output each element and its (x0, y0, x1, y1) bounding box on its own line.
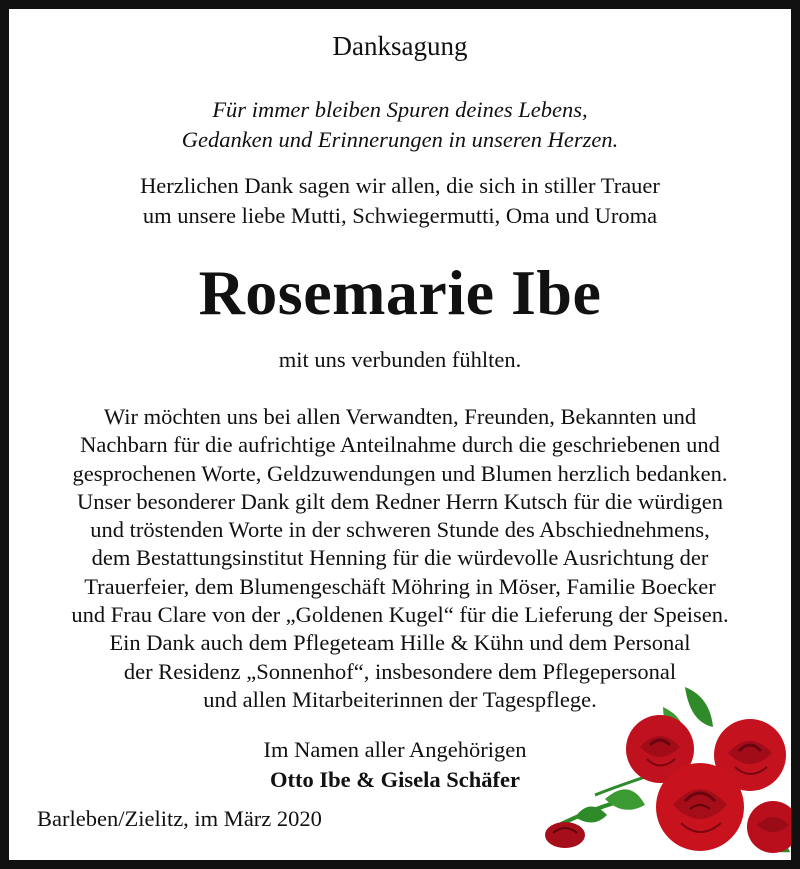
body-line: und allen Mitarbeiterinnen der Tagespflege. (203, 686, 597, 712)
signature-names: Otto Ibe & Gisela Schäfer (270, 767, 520, 792)
motto-line: Gedanken und Erinnerungen in unseren Herzen. (181, 127, 619, 152)
body-line: gesprochenen Worte, Geldzuwendungen und Blumen herzlich bedanken. (72, 460, 728, 486)
body-line: Nachbarn für die aufrichtige Anteilnahme durch die geschriebenen und (80, 432, 720, 458)
body-line: dem Bestattungsinstitut Henning für die würdevolle Ausrichtung der (91, 545, 709, 571)
body-line: Trauerfeier, dem Blumengeschäft Möhring in Möser, Familie Boecker (84, 573, 716, 599)
body-line: Wir möchten uns bei allen Verwandten, Freunden, Bekannten und (103, 404, 697, 429)
rose-bud (545, 822, 585, 848)
thanks-body (9, 403, 791, 714)
roses-icon (535, 677, 800, 869)
body-line: Ein Dank auch dem Pflegeteam Hille & Kühn und dem Personal (109, 630, 691, 656)
leaf (605, 789, 645, 809)
rose (747, 801, 799, 853)
body-line: und tröstenden Worte in der schweren Stunde des Abschiednehmens, (90, 517, 710, 543)
leaf (685, 687, 713, 727)
notice-heading: Danksagung (332, 31, 468, 61)
signature-intro: Im Namen aller Angehörigen (263, 737, 527, 762)
body-line: der Residenz „Sonnenhof“, insbesondere dem Pflegepersonal (123, 658, 677, 684)
body-line: und Frau Clare von der „Goldenen Kugel“ für die Lieferung der Speisen. (71, 602, 729, 628)
rose (656, 763, 744, 851)
intro-line: um unsere liebe Mutti, Schwiegermutti, Oma und Uroma (142, 203, 658, 228)
place-date: Barleben/Zielitz, im März 2020 (37, 806, 322, 831)
motto-line: Für immer bleiben Spuren deines Lebens, (212, 97, 588, 122)
body-line: Unser besonderer Dank gilt dem Redner Herrn Kutsch für die würdigen (76, 488, 724, 514)
intro-text (9, 171, 791, 231)
after-name-text: mit uns verbunden fühlten. (278, 347, 522, 372)
intro-line: Herzlichen Dank sagen wir allen, die sich in stiller Trauer (140, 173, 660, 198)
signature-block (245, 735, 545, 795)
deceased-name: Rosemarie Ibe (198, 257, 602, 328)
motto-verse (9, 95, 791, 155)
